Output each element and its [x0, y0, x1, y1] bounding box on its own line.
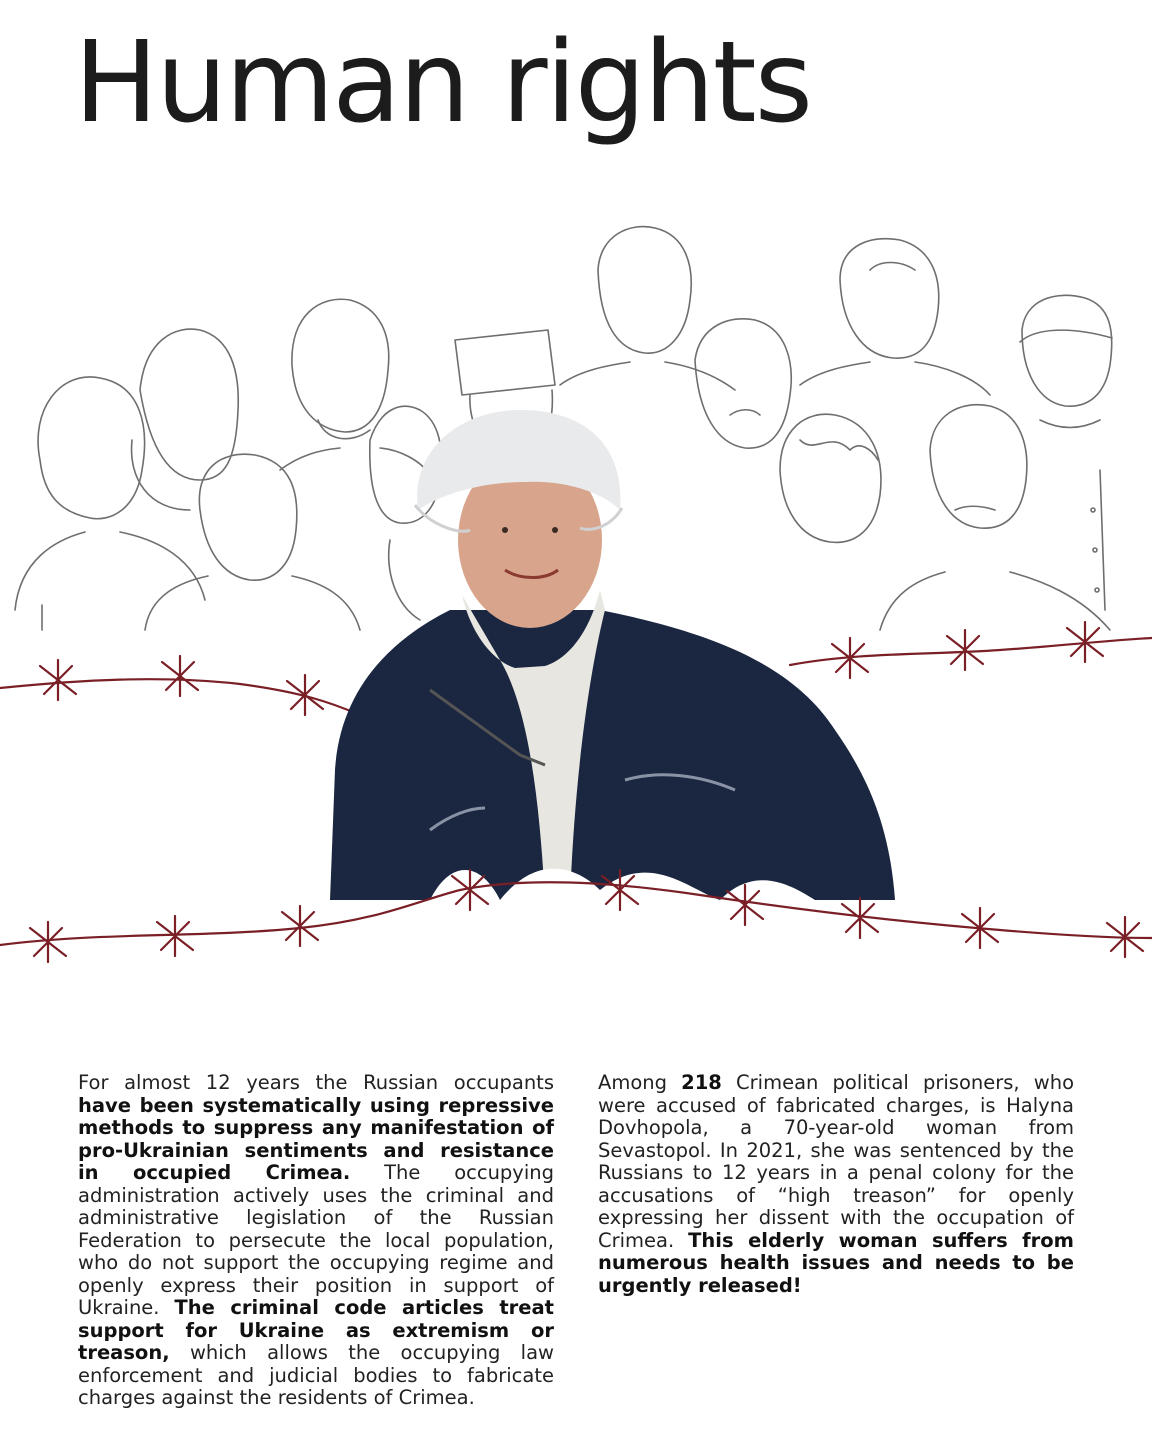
- right-column-text: [598, 1072, 1074, 1297]
- portrait-photo: [330, 410, 895, 900]
- left-column-text: [78, 1072, 554, 1410]
- text-run: Among: [598, 1071, 668, 1094]
- bold-run: The criminal code articles treat support for Ukraine as extremism or treason,: [78, 1296, 555, 1364]
- left-paragraph: [78, 1072, 554, 1410]
- text-run: The occupying administration actively uses the criminal and administrative legislation of the Russian Federation to persecute the local population, who do not support the occupying regime and openly express their position in support of Ukraine.: [78, 1161, 555, 1319]
- bold-run: 218: [681, 1071, 722, 1094]
- bold-run: This elderly woman suffers from numerous health issues and needs to be urgently released!: [598, 1228, 1074, 1297]
- text-run: Crimean political prisoners, who were accused of fabricated charges, is Halyna Dovhopola, a 70-year-old woman from Sevastopol. In 2021, she was sentenced by the Russians to 12 years in a penal colony for the accusations of “high treason” for openly expressing her dissent with the occupation of Crimea.: [598, 1071, 1075, 1252]
- right-paragraph: [598, 1072, 1074, 1297]
- page-title: Human rights: [74, 18, 812, 148]
- bold-run: have been systematically using repressive methods to suppress any manifestation of pro-Ukrainian sentiments and resistance in occupied Crimea.: [78, 1093, 554, 1184]
- text-run: which allows the occupying law enforcement and judicial bodies to fabricate charges against the residents of Crimea.: [78, 1341, 554, 1409]
- crowd-illustration: [0, 210, 1152, 1000]
- text-run: For almost 12 years the Russian occupants: [78, 1071, 554, 1094]
